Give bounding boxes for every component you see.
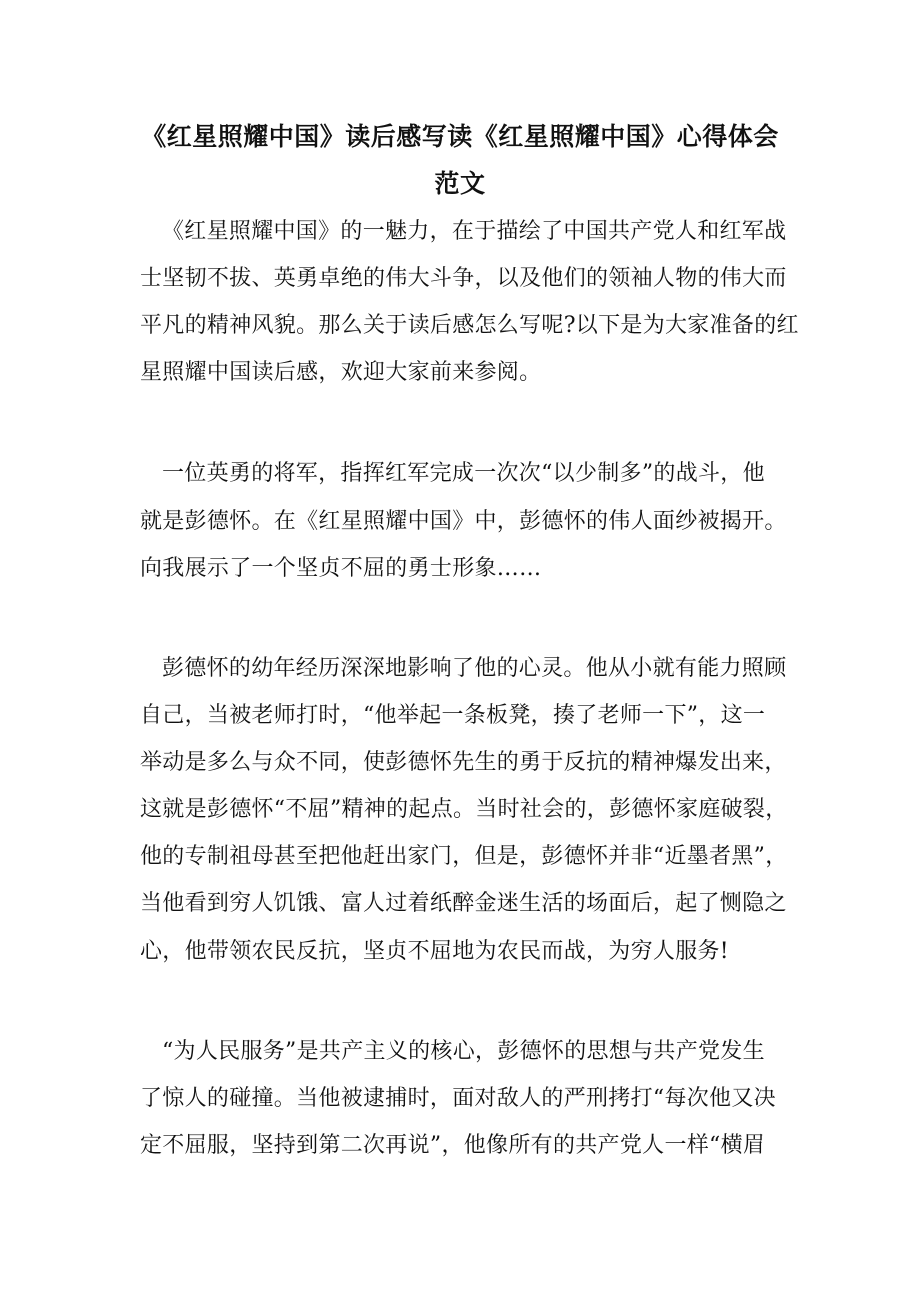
paragraph-4-line-3: 定不屈服，坚持到第二次再说”，他像所有的共产党人一样“横眉 (140, 1133, 766, 1158)
document-title-line-1: 《红星照耀中国》读后感写读《红星照耀中国》心得体会 (141, 122, 779, 151)
paragraph-3-line-5: 他的专制祖母甚至把他赶出家门，但是，彭德怀并非“近墨者黑”， (140, 844, 788, 869)
paragraph-4-line-1: “为人民服务”是共产主义的核心，彭德怀的思想与共产党发生 (162, 1039, 765, 1064)
paragraph-4-line-2: 了惊人的碰撞。当他被逮捕时，面对敌人的严刑拷打“每次他又决 (140, 1086, 776, 1111)
paragraph-1-line-1: 《红星照耀中国》的一魅力，在于描绘了中国共产党人和红军战 (162, 219, 787, 244)
paragraph-3-line-3: 举动是多么与众不同，使彭德怀先生的勇于反抗的精神爆发出来， (140, 750, 787, 775)
paragraph-3-line-2: 自己，当被老师打时，“他举起一条板凳，揍了老师一下”，这一 (140, 703, 766, 728)
paragraph-3-line-1: 彭德怀的幼年经历深深地影响了他的心灵。他从小就有能力照顾 (162, 656, 787, 681)
paragraph-1-line-3: 平凡的精神风貌。那么关于读后感怎么写呢?以下是为大家准备的红 (140, 313, 799, 338)
paragraph-3-line-6: 当他看到穷人饥饿、富人过着纸醉金迷生活的场面后，起了恻隐之 (140, 891, 787, 916)
paragraph-2-line-1: 一位英勇的将军，指挥红军完成一次次“以少制多”的战斗，他 (162, 461, 765, 486)
paragraph-1-line-4: 星照耀中国读后感，欢迎大家前来参阅。 (140, 360, 542, 385)
paragraph-3-line-4: 这就是彭德怀“不屈”精神的起点。当时社会的，彭德怀家庭破裂， (140, 797, 788, 822)
document-title-line-2: 范文 (434, 169, 486, 198)
paragraph-2-line-3: 向我展示了一个坚贞不屈的勇士形象…… (140, 556, 542, 581)
paragraph-3-line-7: 心，他带领农民反抗，坚贞不屈地为农民而战，为穷人服务! (140, 939, 729, 964)
paragraph-2-line-2: 就是彭德怀。在《红星照耀中国》中，彭德怀的伟人面纱被揭开。 (140, 509, 787, 534)
paragraph-1-line-2: 士坚韧不拔、英勇卓绝的伟大斗争，以及他们的领袖人物的伟大而 (140, 266, 787, 291)
